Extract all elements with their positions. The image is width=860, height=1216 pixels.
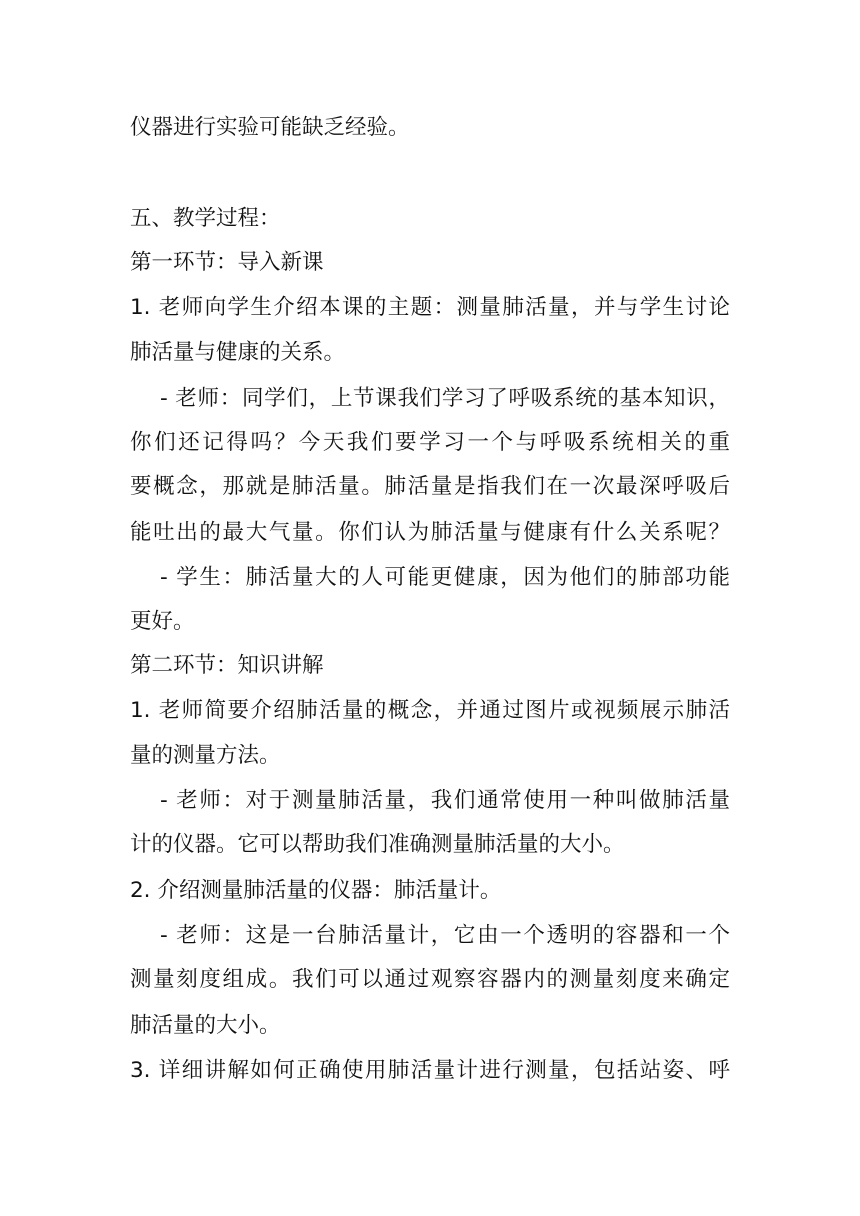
text-line: 测量刻度组成。我们可以通过观察容器内的测量刻度来确定 [130,967,730,992]
text-line: 2. 介绍测量肺活量的仪器：肺活量计。 [130,878,502,903]
text-line: 3. 详细讲解如何正确使用肺活量计进行测量，包括站姿、呼 [130,1058,730,1083]
dialogue-line: - 老师：同学们，上节课我们学习了呼吸系统的基本知识， [160,386,730,411]
text-line: 1. 老师向学生介绍本课的主题：测量肺活量，并与学生讨论 [130,295,730,320]
text-line: 肺活量与健康的关系。 [130,340,346,365]
text-line: 你们还记得吗？今天我们要学习一个与呼吸系统相关的重 [130,430,730,455]
subsection-heading: 第二环节：知识讲解 [130,653,324,678]
text-line: 更好。 [130,609,195,634]
text-line: 量的测量方法。 [130,743,281,768]
subsection-heading: 第一环节：导入新课 [130,250,324,275]
dialogue-line: - 老师：这是一台肺活量计，它由一个透明的容器和一个 [160,923,730,948]
text-line: 1. 老师简要介绍肺活量的概念，并通过图片或视频展示肺活 [130,698,730,723]
text-line: 肺活量的大小。 [130,1013,281,1038]
text-line: 计的仪器。它可以帮助我们准确测量肺活量的大小。 [130,832,625,857]
section-heading: 五、教学过程： [130,206,281,231]
text-line: 仪器进行实验可能缺乏经验。 [130,115,410,140]
dialogue-line: - 老师：对于测量肺活量，我们通常使用一种叫做肺活量 [160,788,730,813]
text-line: 能吐出的最大气量。你们认为肺活量与健康有什么关系呢？ [130,520,730,545]
dialogue-line: - 学生：肺活量大的人可能更健康，因为他们的肺部功能 [160,565,730,590]
text-line: 要概念，那就是肺活量。肺活量是指我们在一次最深呼吸后 [130,474,730,499]
